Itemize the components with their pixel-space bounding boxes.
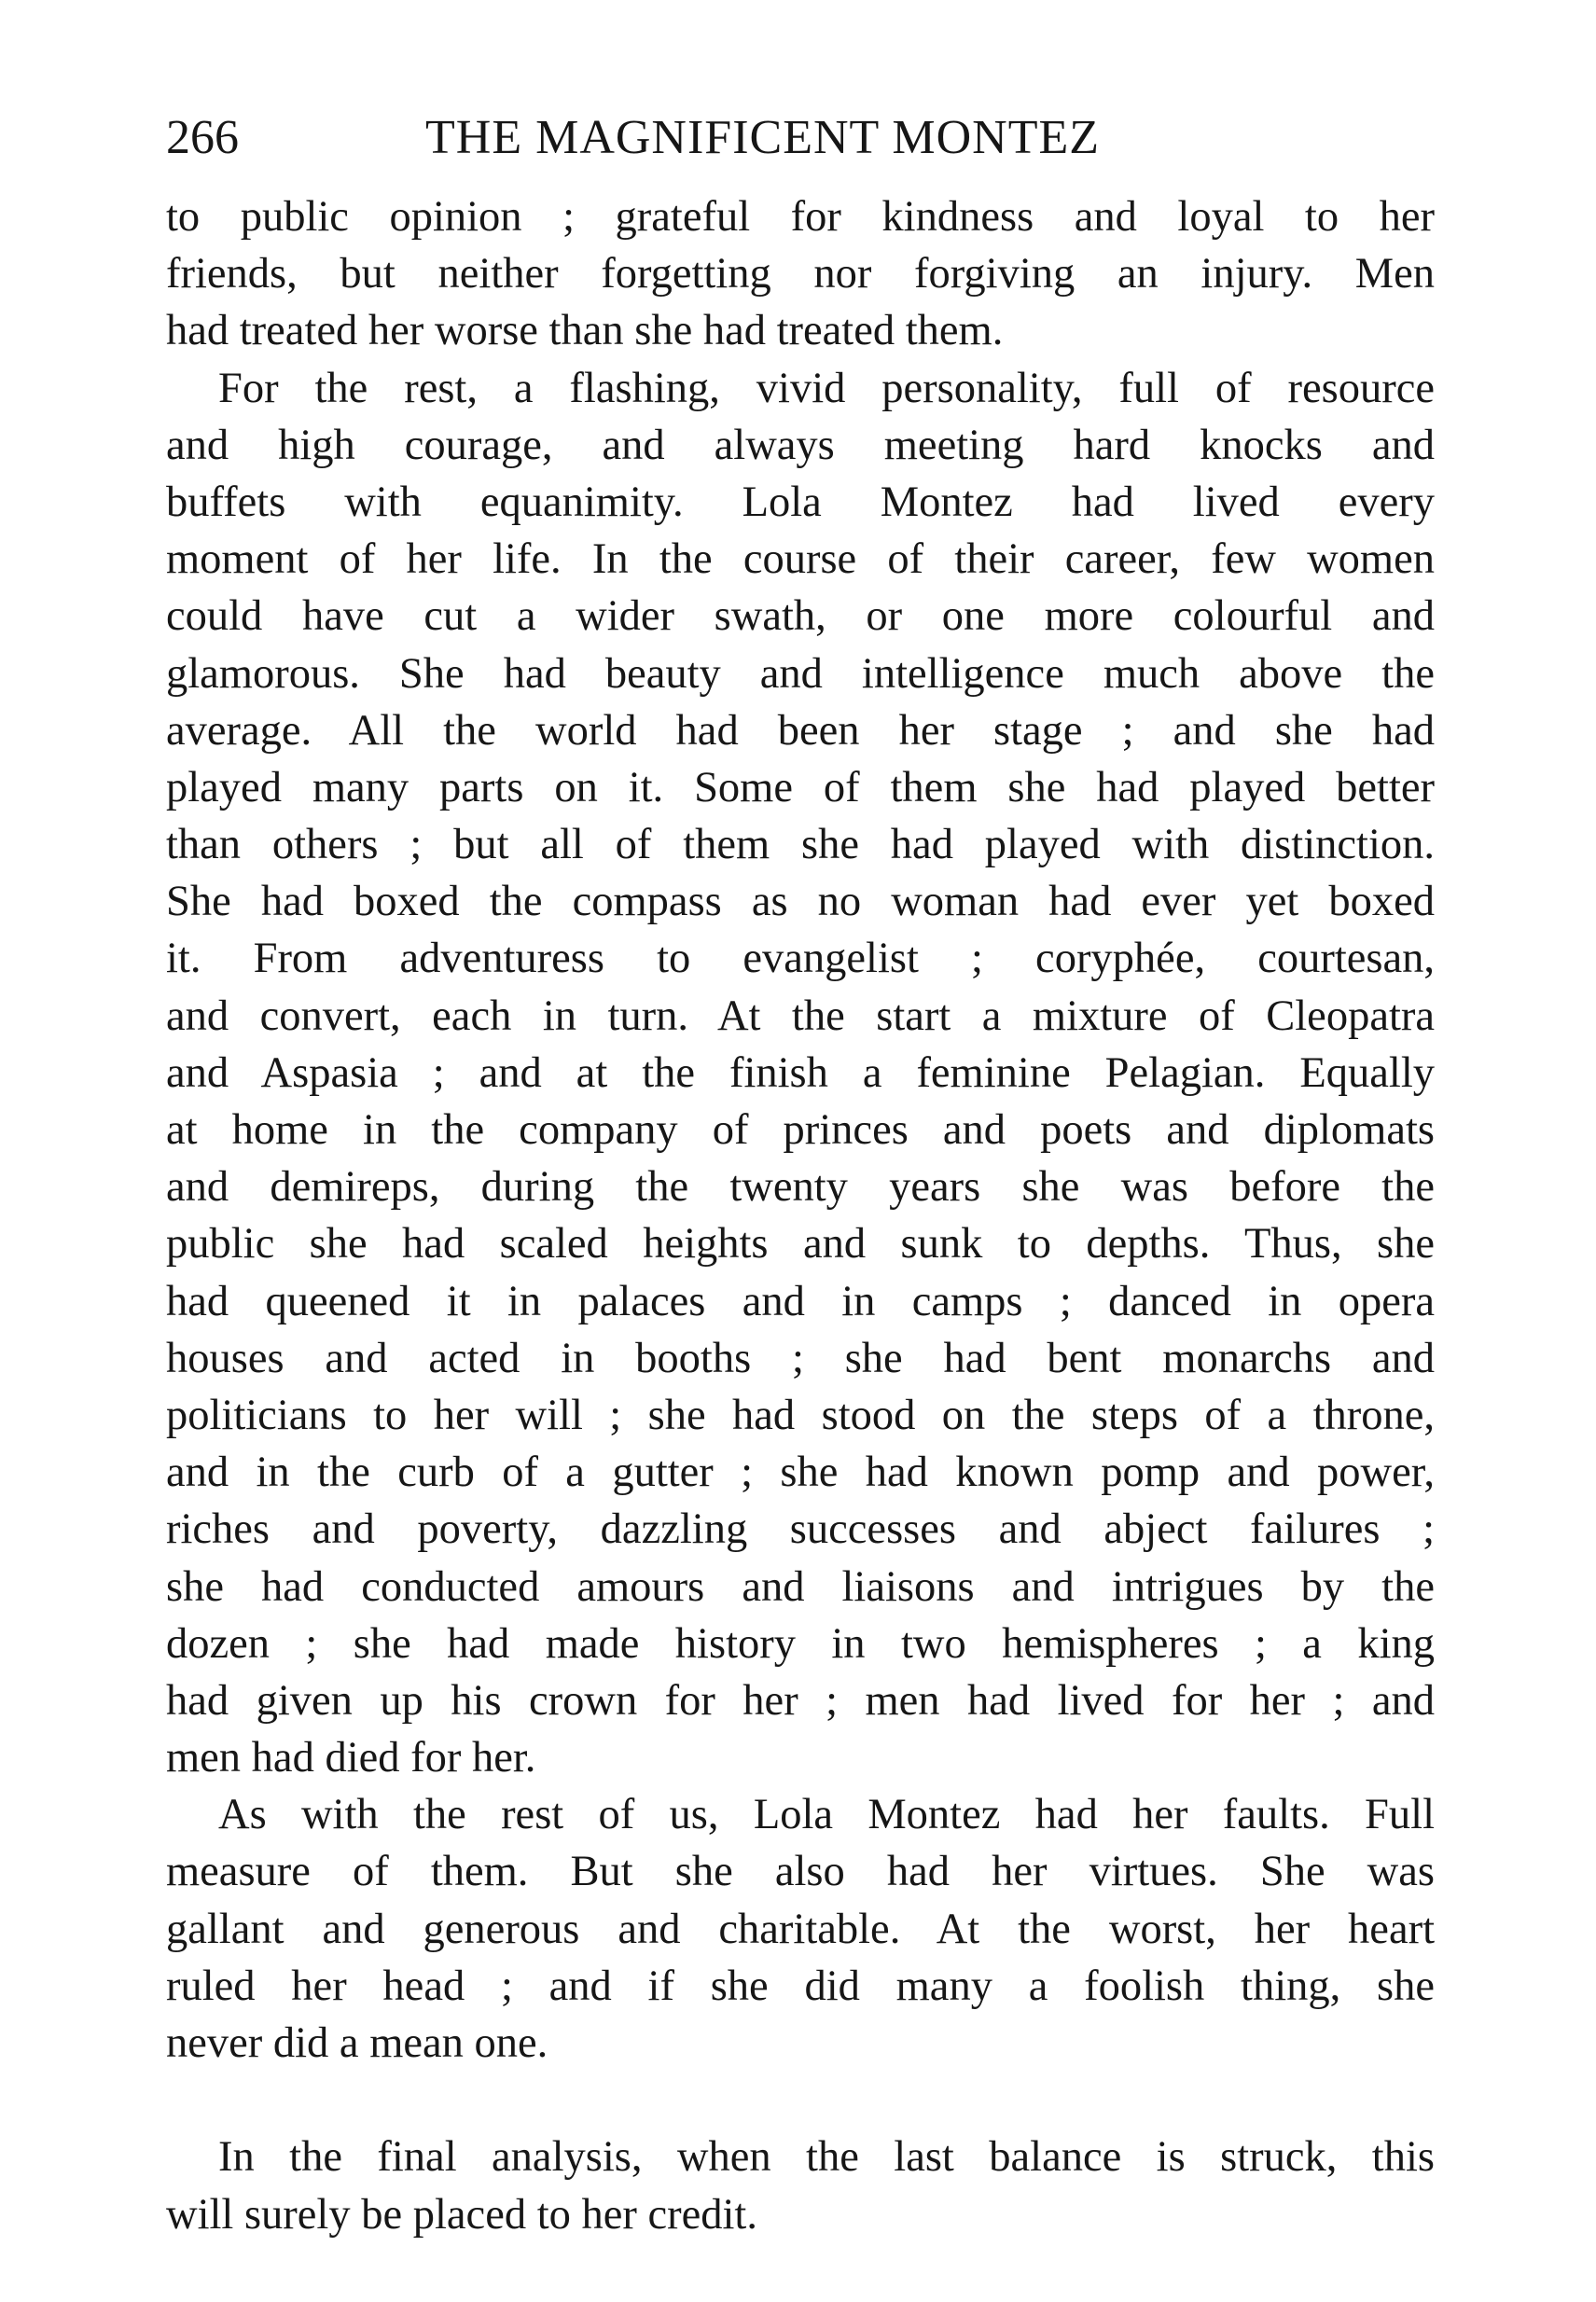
text-line: riches and poverty, dazzling successes and abject failures ; (166, 1505, 1435, 1554)
text-line: measure of them. But she also had her virtues. She was (166, 1848, 1435, 1896)
text-line: it. From adventuress to evangelist ; coryphée, courtesan, (166, 935, 1435, 983)
running-title: THE MAGNIFICENT MONTEZ (425, 111, 1100, 164)
text-line: and demireps, during the twenty years she was before the (166, 1163, 1435, 1212)
text-line: glamorous. She had beauty and intelligence much above the (166, 649, 1435, 698)
text-line: ruled her head ; and if she did many a foolish thing, she (166, 1962, 1435, 2010)
body-text (166, 188, 1435, 2243)
text-line: As with the rest of us, Lola Montez had her faults. Full (218, 1791, 1435, 1839)
text-line: buffets with equanimity. Lola Montez had lived every (166, 478, 1435, 526)
text-line: In the final analysis, when the last balance is struck, this (218, 2133, 1435, 2182)
text-line: and Aspasia ; and at the finish a feminine Pelagian. Equally (166, 1048, 1435, 1097)
text-line: will surely be placed to her credit. (166, 2190, 757, 2239)
text-line: men had died for her. (166, 1734, 536, 1782)
text-line: than others ; but all of them she had played with distinction. (166, 821, 1435, 869)
text-line: gallant and generous and charitable. At the worst, her heart (166, 1905, 1435, 1953)
text-line: moment of her life. In the course of their career, few women (166, 535, 1435, 584)
text-line: public she had scaled heights and sunk to depths. Thus, she (166, 1220, 1435, 1269)
text-line: politicians to her will ; she had stood on the steps of a throne, (166, 1391, 1435, 1439)
text-line: and in the curb of a gutter ; she had known pomp and power, (166, 1449, 1435, 1497)
text-line: had given up his crown for her ; men had lived for her ; and (166, 1676, 1435, 1725)
page-number: 266 (166, 111, 239, 164)
text-line: and high courage, and always meeting hard knocks and (166, 421, 1435, 469)
text-line: had treated her worse than she had treated them. (166, 307, 1004, 355)
running-head (166, 104, 1435, 172)
text-line: friends, but neither forgetting nor forgiving an injury. Men (166, 250, 1435, 298)
paragraph-gap (166, 2072, 1435, 2129)
text-line: to public opinion ; grateful for kindness and loyal to her (166, 193, 1435, 241)
text-line: average. All the world had been her stage ; and she had (166, 706, 1435, 755)
text-line: never did a mean one. (166, 2019, 548, 2067)
text-line: she had conducted amours and liaisons and intrigues by the (166, 1562, 1435, 1611)
text-line: and convert, each in turn. At the start a mixture of Cleopatra (166, 992, 1435, 1040)
text-line: had queened it in palaces and in camps ; danced in opera (166, 1277, 1435, 1325)
text-line: She had boxed the compass as no woman had ever yet boxed (166, 878, 1435, 926)
text-line: houses and acted in booths ; she had bent monarchs and (166, 1334, 1435, 1382)
text-line: at home in the company of princes and poets and diplomats (166, 1106, 1435, 1154)
text-line: played many parts on it. Some of them she had played better (166, 763, 1435, 811)
text-line: For the rest, a flashing, vivid personality, full of resource (218, 364, 1435, 412)
text-line: could have cut a wider swath, or one more colourful and (166, 592, 1435, 641)
text-line: dozen ; she had made history in two hemispheres ; a king (166, 1619, 1435, 1668)
